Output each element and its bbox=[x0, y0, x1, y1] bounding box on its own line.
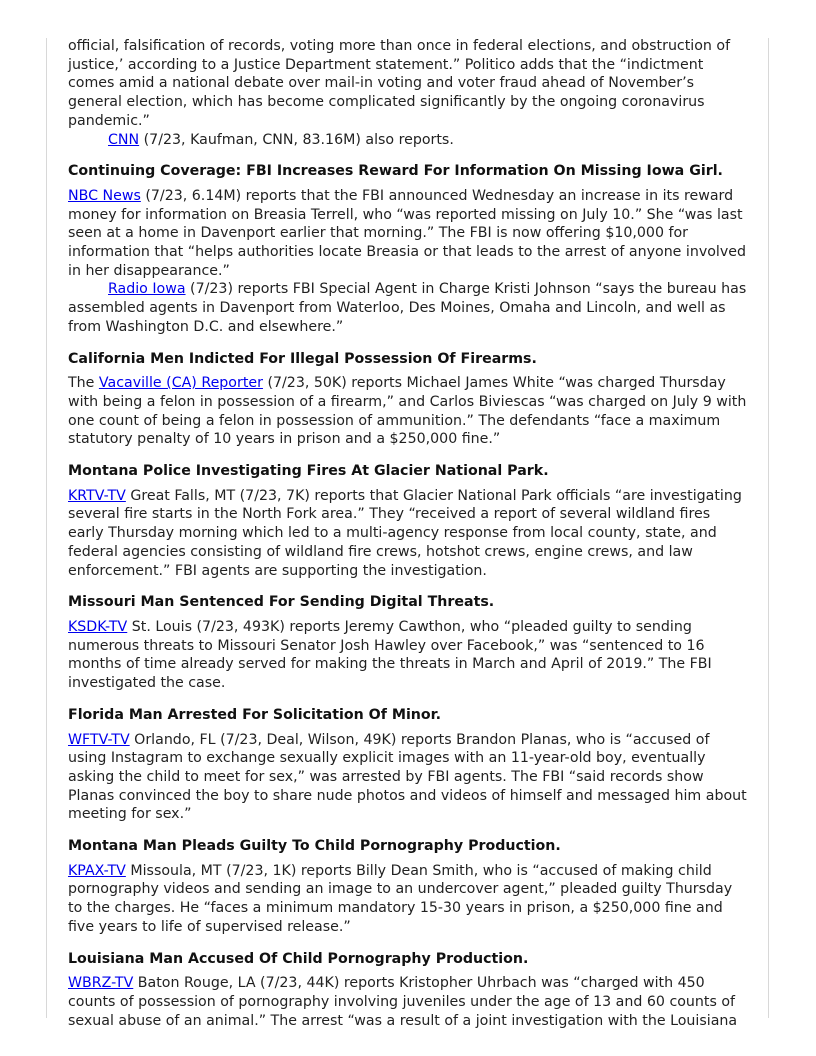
article-paragraph: NBC News (7/23, 6.14M) reports that the FBI announced Wednesday an increase in its reward money for information on Breasia Terrell, who “was reported missing on July 10.” She “was last seen at a home in Davenport earlier that morning.” The FBI is now offering $10,000 for information that “helps authorities locate Breasia or that leads to the arrest of anyone involved in her disappearance.” bbox=[68, 187, 747, 279]
article-paragraph: The Vacaville (CA) Reporter (7/23, 50K) reports Michael James White “was charged Thursday with being a felon in possession of a firearm,” and Carlos Biviescas “was charged on July 9 with one count of being a felon in possession of ammunition.” The defendants “face a maximum statutory penalty of 10 years in prison and a $250,000 fine.” bbox=[68, 375, 747, 448]
headline-california-firearms: California Men Indicted For Illegal Possession Of Firearms. bbox=[68, 350, 537, 367]
page-border-right bbox=[768, 38, 769, 1018]
article-paragraph: KPAX-TV Missoula, MT (7/23, 1K) reports Billy Dean Smith, who is “accused of making child pornography videos and sending an image to an undercover agent,” pleaded guilty Thursday to the charges. He “faces a minimum mandatory 15-30 years in prison, a $250,000 fine and five years to life of supervised release.” bbox=[68, 862, 733, 935]
headline-montana-guilty: Montana Man Pleads Guilty To Child Pornography Production. bbox=[68, 838, 561, 855]
wftv-link[interactable]: WFTV-TV bbox=[68, 731, 130, 748]
nbc-news-link[interactable]: NBC News bbox=[68, 187, 141, 204]
article-paragraph: Radio Iowa (7/23) reports FBI Special Agent in Charge Kristi Johnson “says the bureau has assembled agents in Davenport from Waterloo, Des Moines, Omaha and Lincoln, and well as from Washington D.C. and elsewhere.” bbox=[68, 281, 747, 335]
article-paragraph: WFTV-TV Orlando, FL (7/23, Deal, Wilson, 49K) reports Brandon Planas, who is “accused of using Instagram to exchange sexually explicit images with an 11-year-old boy, eventually asking the child to meet for sex,” was arrested by FBI agents. The FBI “said records show Planas convinced the boy to share nude photos and videos of himself and messaged him about meeting for sex.” bbox=[68, 731, 747, 823]
page-border-left bbox=[46, 38, 47, 1018]
headline-glacier-fires: Montana Police Investigating Fires At Glacier National Park. bbox=[68, 463, 549, 480]
article-paragraph: KSDK-TV St. Louis (7/23, 493K) reports Jeremy Cawthon, who “pleaded guilty to sending numerous threats to Missouri Senator Josh Hawley over Facebook,” was “sentenced to 16 months of time already served for making the threats in March and April of 2019.” The FBI investigated the case. bbox=[68, 618, 712, 692]
wbrz-link[interactable]: WBRZ-TV bbox=[68, 975, 134, 992]
headline-missouri-threats: Missouri Man Sentenced For Sending Digital Threats. bbox=[68, 594, 495, 611]
krtv-link[interactable]: KRTV-TV bbox=[68, 487, 126, 504]
article-paragraph: WBRZ-TV Baton Rouge, LA (7/23, 44K) reports Kristopher Uhrbach was “charged with 450 counts of possession of pornography involving juveniles under the age of 13 and 60 counts of sexual abuse of an animal.” The arrest “was a result of a joint investigation with the Louisiana bbox=[68, 975, 738, 1029]
ksdk-link[interactable]: KSDK-TV bbox=[68, 618, 128, 635]
article-paragraph: KRTV-TV Great Falls, MT (7/23, 7K) reports that Glacier National Park officials “are investigating several fire starts in the North Fork area.” They “received a report of several wildland fires early Thursday morning which led to a multi-agency response from local county, state, and federal agencies consisting of wildland fire crews, hotshot crews, engine crews, and law enforcement.” FBI agents are supporting the investigation. bbox=[68, 487, 742, 579]
kpax-link[interactable]: KPAX-TV bbox=[68, 862, 126, 879]
cnn-link[interactable]: CNN bbox=[108, 131, 140, 148]
radio-iowa-link[interactable]: Radio Iowa bbox=[108, 281, 186, 298]
vacaville-reporter-link[interactable]: Vacaville (CA) Reporter bbox=[98, 375, 263, 392]
headline-louisiana-accused: Louisiana Man Accused Of Child Pornography Production. bbox=[68, 950, 529, 967]
intro-paragraph: official, falsification of records, voting more than once in federal elections, and obstruction of justice,’ according to a Justice Department statement.” Politico adds that the “indictment comes amid a national debate over mail-in voting and voter fraud ahead of November’s general election, which has become complicated significantly by the ongoing coronavirus pandemic.” bbox=[68, 38, 731, 129]
headline-florida-solicitation: Florida Man Arrested For Solicitation Of Minor. bbox=[68, 706, 442, 723]
document-body bbox=[68, 37, 748, 1030]
intro-cnn-paragraph: CNN (7/23, Kaufman, CNN, 83.16M) also reports. bbox=[108, 131, 454, 148]
headline-iowa-girl: Continuing Coverage: FBI Increases Reward For Information On Missing Iowa Girl. bbox=[68, 163, 723, 180]
